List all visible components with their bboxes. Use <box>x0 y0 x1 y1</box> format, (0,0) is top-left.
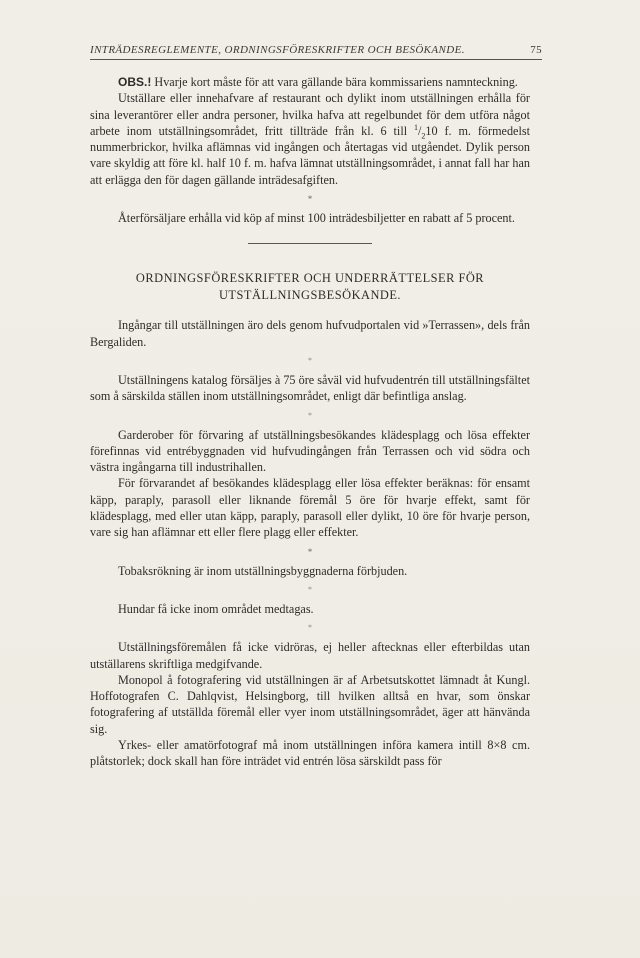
paragraph-garderober: Garderober för förvaring af utställningsbesökandes klädesplagg och lösa effekter förefinnas vid entrébyggnaden vid hufvudingången från Terrassen och vid södra och västra ingångarna till industrihallen. <box>90 427 530 475</box>
paragraph-aterforsaljare: Återförsäljare erhålla vid köp af minst 100 inträdesbiljetter en rabatt af 5 procent. <box>118 211 515 226</box>
paragraph-utstallare-text: Utställare eller innehafvare af restaurant och dylikt inom utställningen erhålla för sina leverantörer eller andra personer, hvilka hafva att regelbundet för dem utföra något arbete inom utställningsområdet, fritt tillträde från kl. 6 till <box>90 91 530 138</box>
asterism-divider: * <box>307 546 313 557</box>
asterism-divider: * <box>308 584 312 594</box>
page-body <box>90 74 530 770</box>
asterism-divider: * <box>307 194 313 205</box>
running-header <box>90 44 542 60</box>
paragraph-hundar: Hundar få icke inom området medtagas. <box>118 601 314 616</box>
paragraph-monopol: Monopol å fotografering vid utställningen är af Arbetsutskottet lämnadt åt Kungl. Hoffotografen C. Dahlqvist, Helsingborg, till hvilken alltså en hvar, som önskar fotografering af utställda föremål eller vyer inom utställningsområdet, äger att hänvända sig. <box>90 672 530 736</box>
paragraph-tobak: Tobaksrökning är inom utställningsbyggnaderna förbjuden. <box>118 563 408 578</box>
section-heading <box>90 270 530 303</box>
fraction-denominator: 2 <box>421 131 426 141</box>
section-heading-line-2: UTSTÄLLNINGSBESÖKANDE. <box>218 287 402 302</box>
section-heading-line-1: ORDNINGSFÖRESKRIFTER OCH UNDERRÄTTELSER FÖR <box>135 271 485 286</box>
paragraph-katalog: Utställningens katalog försäljes à 75 öre såväl vid hufvudentrén till utställningsfältet som å särskilda ställen inom utställningsområdet, enligt där befintliga anslag. <box>90 372 530 404</box>
obs-paragraph <box>90 74 530 90</box>
paragraph-yrkes: Yrkes- eller amatörfotograf må inom utställningen införa kamera intill 8×8 cm. plåtstorlek; dock skall han före inträdet vid entrén lösa särskildt pass för <box>90 738 530 769</box>
asterism-divider: * <box>308 623 312 633</box>
paragraph-forvarandet: För förvarandet af besökandes klädesplagg eller lösa effekter beräknas: för ensamt käpp, paraply, parasoll eller liknande föremål 5 öre för hvarje effekt, samt för klädesplagg, med eller utan käpp, paraply, parasoll eller dylikt, 10 öre för hvarje person, vare sig han aflämnar ett eller flere plagg eller effekter. <box>90 476 530 540</box>
obs-text: Hvarje kort måste för att vara gällande bära kommissariens namnteckning. <box>151 75 518 89</box>
paragraph-foremalen: Utställningsföremålen få icke vidröras, ej heller aftecknas eller efterbildas utan utställarens skriftliga medgifvande. <box>90 640 530 671</box>
paragraph-ingangar: Ingångar till utställningen äro dels genom hufvudportalen vid »Terrassen», dels från Bergaliden. <box>90 318 530 349</box>
fraction-numerator: 1 <box>413 122 418 132</box>
section-rule <box>248 243 372 244</box>
page-number: 75 <box>530 44 542 56</box>
paragraph-utstallare: Utställare eller innehafvare af restaurant och dylikt inom utställningen erhålla för sina leverantörer eller andra personer, hvilka hafva att regelbundet för dem utföra något arbete inom utställningsområdet, fritt tillträde från kl. 6 till $^1/_210$ f. m. förmedelst nummerbrickor, hvilka aflämnas vid ingången och återtagas vid utgåendet. Dylik person vare skyldig att före kl. half 10 f. m. hafva lämnat utställningsområdet, i annat fall har han att erlägga den för dagen gällande inträdesafgiften. <box>90 91 530 187</box>
asterism-divider: * <box>308 410 312 420</box>
obs-label: OBS.! <box>118 75 152 89</box>
paragraph-utstallare-text-cont: 10 f. m. förmedelst nummerbrickor, hvilka aflämnas vid ingången och återtagas vid utgåendet. Dylik person vare skyldig att före kl. half 10 f. m. hafva lämnat utställningsområdet, i annat fall har han att erlägga den för dagen gällande inträdesafgiften. <box>90 123 530 187</box>
running-header-title: INTRÄDESREGLEMENTE, ORDNINGSFÖRESKRIFTER OCH BESÖKANDE. <box>90 44 465 56</box>
asterism-divider: * <box>308 355 312 365</box>
